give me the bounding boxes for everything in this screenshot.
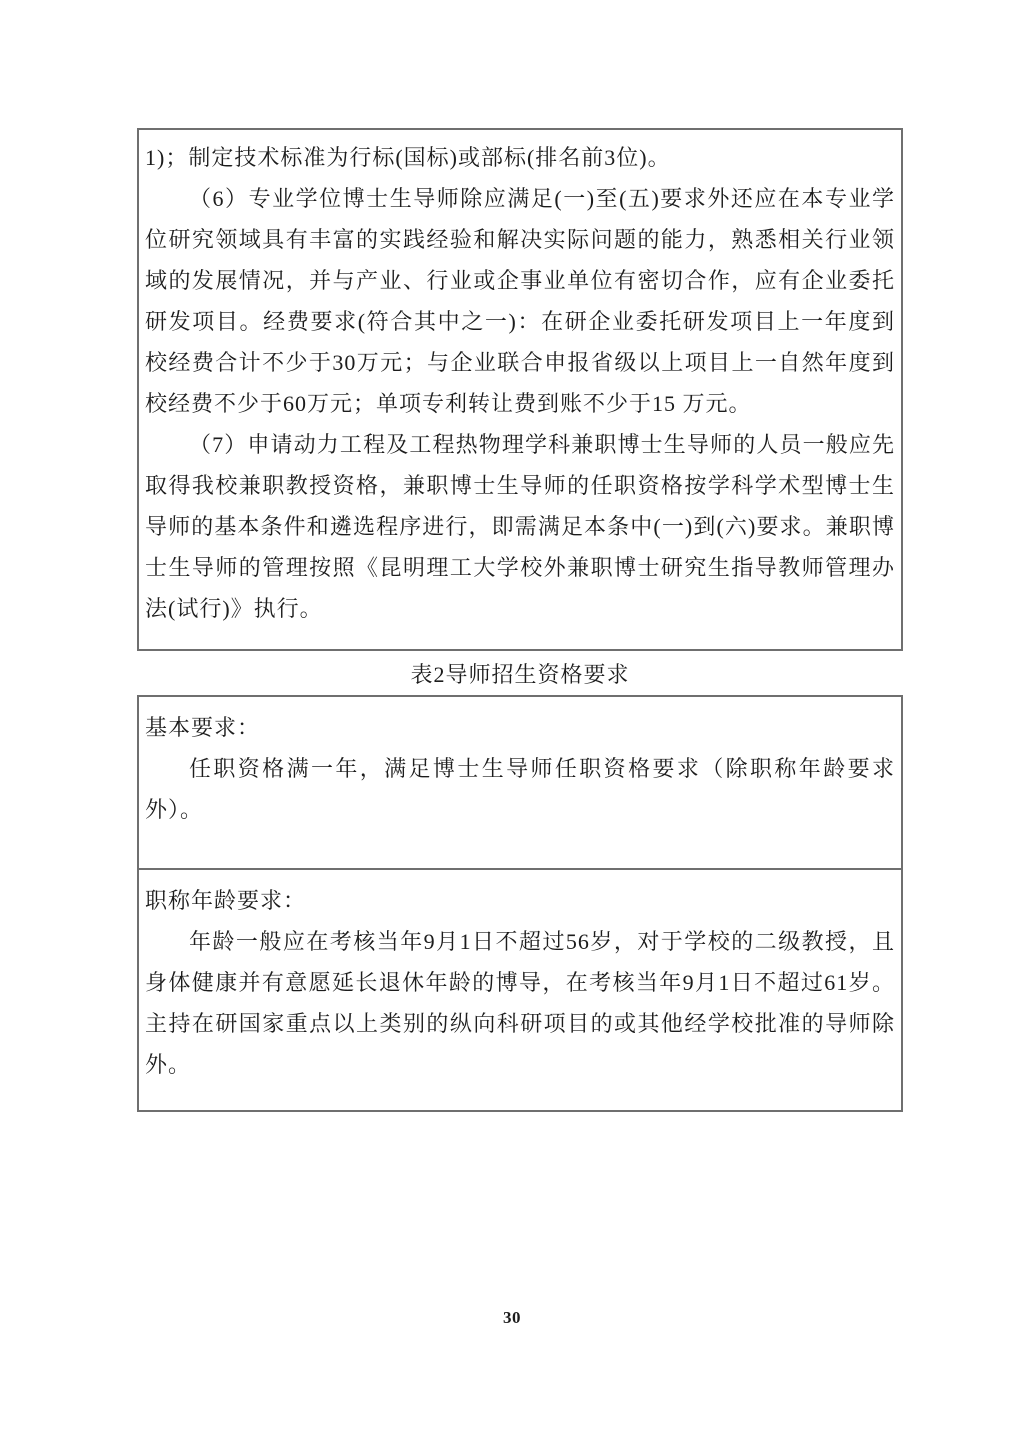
table2-caption: 表2导师招生资格要求	[410, 662, 630, 687]
regulation-text-box	[137, 128, 903, 651]
recruitment-requirements-table	[137, 695, 903, 1112]
title-age-requirements-label: 职称年龄要求：	[145, 888, 307, 913]
basic-requirements-body: 任职资格满一年，满足博士生导师任职资格要求（除职称年龄要求外）。	[145, 756, 895, 822]
table-row-title-age-requirements	[139, 870, 901, 1110]
paragraph-item-7: （7）申请动力工程及工程热物理学科兼职博士生导师的人员一般应先取得我校兼职教授资格，兼职博士生导师的任职资格按学科学术型博士生导师的基本条件和遴选程序进行，即需满足本条中(一)到(六)要求。兼职博士生导师的管理按照《昆明理工大学校外兼职博士研究生指导教师管理办法(试行)》执行。	[145, 432, 895, 621]
page-number: 30	[503, 1308, 521, 1327]
title-age-requirements-body: 年龄一般应在考核当年9月1日不超过56岁，对于学校的二级教授，且身体健康并有意愿延长退休年龄的博导，在考核当年9月1日不超过61岁。主持在研国家重点以上类别的纵向科研项目的或其他经学校批准的导师除外。	[145, 929, 895, 1077]
basic-requirements-label: 基本要求：	[145, 715, 261, 740]
paragraph-item-6: （6）专业学位博士生导师除应满足(一)至(五)要求外还应在本专业学位研究领域具有丰富的实践经验和解决实际问题的能力，熟悉相关行业领域的发展情况，并与产业、行业或企事业单位有密切合作，应有企业委托研发项目。经费要求(符合其中之一)：在研企业委托研发项目上一年度到校经费合计不少于30万元；与企业联合申报省级以上项目上一自然年度到校经费不少于60万元；单项专利转让费到账不少于15 万元。	[145, 186, 895, 416]
table-row-basic-requirements	[139, 697, 901, 870]
paragraph-standards: 1)；制定技术标准为行标(国标)或部标(排名前3位)。	[145, 145, 671, 170]
